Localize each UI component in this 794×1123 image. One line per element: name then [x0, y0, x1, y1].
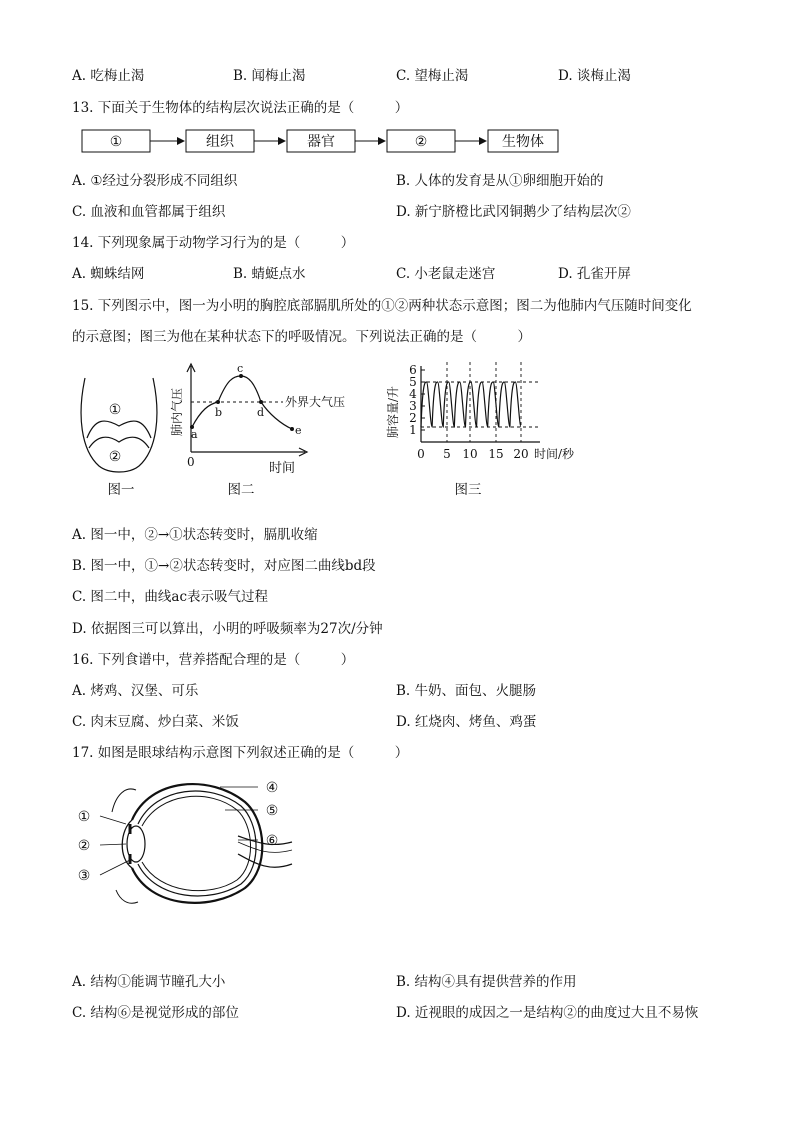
q12-option-d: D. 谈梅止渴 — [558, 68, 631, 84]
q12-option-a: A. 吃梅止渴 — [72, 68, 145, 84]
eye-label-6: ⑥ — [265, 833, 279, 849]
fig2-label-a: a — [191, 428, 198, 441]
fig3-ytick-5: 5 — [409, 375, 417, 389]
diaphragm-state-2 — [89, 437, 149, 448]
q15-stem-line1: 15. 下列图示中，图一为小明的胸腔底部膈肌所处的①②两种状态示意图；图二为他肺内气压随时间变化 — [72, 298, 692, 314]
q13-option-b: B. 人体的发育是从①卵细胞开始的 — [396, 173, 604, 189]
q14-option-d: D. 孔雀开屏 — [558, 266, 631, 282]
q14-option-c: C. 小老鼠走迷宫 — [396, 266, 496, 282]
fig1-caption: 图一 — [107, 482, 135, 498]
q15-figure-1 — [75, 370, 165, 500]
q13-option-c: C. 血液和血管都属于组织 — [72, 204, 226, 220]
q16-option-d: D. 红烧肉、烤鱼、鸡蛋 — [396, 714, 537, 730]
fig1-label-1: ① — [108, 402, 122, 418]
fig2-point-e — [290, 427, 294, 431]
fig2-reference-label: 外界大气压 — [285, 395, 346, 409]
choroid — [138, 791, 256, 896]
q13-flow-diagram — [72, 124, 572, 158]
diaphragm-state-1 — [87, 421, 151, 438]
eye-label-1: ① — [77, 809, 91, 825]
eye-label-4: ④ — [265, 780, 279, 796]
fig2-label-b: b — [215, 406, 223, 419]
fig3-ytick-6: 6 — [409, 363, 417, 377]
q13-stem: 13. 下面关于生物体的结构层次说法正确的是（ ） — [72, 100, 409, 116]
fig3-ytick-1: 1 — [409, 423, 417, 437]
eye-label-2: ② — [77, 838, 91, 854]
fig3-caption: 图三 — [454, 482, 482, 498]
flow-label-1: ① — [109, 134, 123, 150]
q12-option-b: B. 闻梅止渴 — [233, 68, 306, 84]
q15-figure-3 — [380, 362, 610, 500]
q15-stem-line2: 的示意图；图三为他在某种状态下的呼吸情况。下列说法正确的是（ ） — [72, 329, 531, 345]
q12-option-c: C. 望梅止渴 — [396, 68, 469, 84]
fig3-vertical-gridlines — [447, 362, 521, 442]
fig2-y-label: 肺内气压 — [170, 387, 184, 436]
fig2-point-b — [216, 400, 220, 404]
optic-nerve-bottom — [238, 854, 292, 867]
q17-eye-diagram — [70, 772, 295, 922]
fig3-ytick-4: 4 — [409, 387, 417, 401]
q14-option-b: B. 蜻蜓点水 — [233, 266, 306, 282]
fig2-label-c: c — [237, 362, 244, 375]
q17-stem: 17. 如图是眼球结构示意图下列叙述正确的是（ ） — [72, 745, 409, 761]
q16-stem: 16. 下列食谱中，营养搭配合理的是（ ） — [72, 652, 355, 668]
fig3-ytick-3: 3 — [409, 399, 417, 413]
fig3-xtick-5: 5 — [443, 447, 451, 461]
q16-option-b: B. 牛奶、面包、火腿肠 — [396, 683, 537, 699]
q17-option-c: C. 结构⑥是视觉形成的部位 — [72, 1005, 239, 1021]
lens — [127, 826, 145, 862]
fig3-xtick-20: 20 — [513, 447, 529, 461]
q17-option-d: D. 近视眼的成因之一是结构②的曲度过大且不易恢 — [396, 1005, 699, 1021]
flow-label-4: ② — [414, 134, 428, 150]
q16-option-c: C. 肉末豆腐、炒白菜、米饭 — [72, 714, 239, 730]
q16-option-a: A. 烤鸡、汉堡、可乐 — [72, 683, 199, 699]
eye-label-5: ⑤ — [265, 803, 279, 819]
fig2-origin: 0 — [187, 455, 195, 469]
leader-1 — [100, 816, 126, 824]
q13-option-a: A. ①经过分裂形成不同组织 — [72, 173, 238, 189]
fig2-caption: 图二 — [227, 482, 255, 498]
fig2-point-d — [259, 400, 263, 404]
upper-eyelid — [112, 789, 136, 812]
lower-eyelid — [116, 890, 138, 903]
fig1-label-2: ② — [108, 449, 122, 465]
fig3-breathing-curve — [421, 382, 521, 427]
q15-option-b: B. 图一中，①→②状态转变时，对应图二曲线bd段 — [72, 558, 376, 574]
flow-label-2: 组织 — [206, 134, 234, 150]
eye-label-3: ③ — [77, 868, 91, 884]
q15-option-a: A. 图一中，②→①状态转变时，膈肌收缩 — [72, 527, 318, 543]
fig2-x-label: 时间 — [269, 461, 296, 476]
fig3-ytick-2: 2 — [409, 411, 417, 425]
fig3-xtick-0: 0 — [417, 447, 425, 461]
fig3-xtick-15: 15 — [488, 447, 504, 461]
flow-label-3: 器官 — [307, 134, 335, 150]
q15-option-d: D. 依据图三可以算出，小明的呼吸频率为27次/分钟 — [72, 621, 383, 637]
q15-figure-2 — [165, 362, 365, 500]
q17-option-a: A. 结构①能调节瞳孔大小 — [72, 974, 226, 990]
q15-option-c: C. 图二中，曲线ac表示吸气过程 — [72, 589, 269, 605]
q14-option-a: A. 蜘蛛结网 — [72, 266, 145, 282]
leader-3 — [100, 860, 130, 875]
sclera — [132, 784, 262, 903]
fig3-xtick-10: 10 — [462, 447, 478, 461]
q13-option-d: D. 新宁脐橙比武冈铜鹅少了结构层次② — [396, 204, 631, 220]
q14-stem: 14. 下列现象属于动物学习行为的是（ ） — [72, 235, 355, 251]
q17-option-b: B. 结构④具有提供营养的作用 — [396, 974, 577, 990]
fig3-y-label: 肺容量/升 — [386, 385, 400, 438]
fig2-label-d: d — [257, 406, 265, 419]
flow-label-5: 生物体 — [502, 134, 544, 150]
fig3-x-label: 时间/秒 — [534, 447, 575, 461]
fig2-label-e: e — [295, 424, 302, 437]
retina — [142, 796, 251, 890]
